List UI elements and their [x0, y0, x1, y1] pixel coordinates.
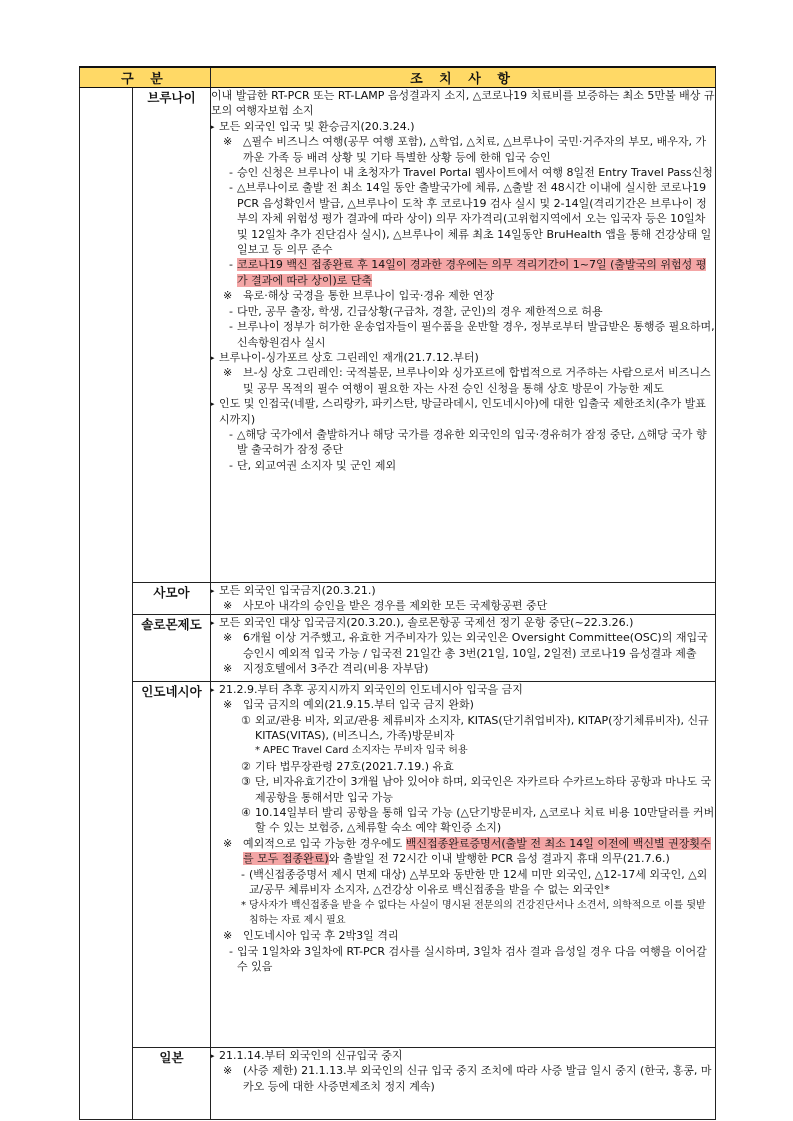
item-text: 육로·해상 국경을 통한 브루나이 입국·경유 제한 연장 — [243, 289, 495, 303]
item-text: △필수 비즈니스 여행(공무 여행 포함), △학업, △치료, △브루나이 국민·거주자의 부모, 배우자, 가까운 가족 등 배려 상황 및 기타 특별한 상황 등에 한해 입국 승인 — [243, 135, 707, 164]
item-marker: ④ — [241, 806, 251, 820]
measure-item — [211, 630, 715, 661]
item-marker: ※ — [223, 929, 233, 943]
item-text: 단, 비자유효기간이 3개월 남아 있어야 하며, 외국인은 자카르타 수카르노하타 공항과 마나도 국제공항을 통해서만 입국 가능 — [255, 775, 712, 804]
measures-cell — [211, 614, 716, 681]
measure-item — [211, 583, 715, 598]
measure-item — [211, 119, 715, 134]
item-marker: ▸ — [211, 1051, 215, 1060]
item-text: 지정호텔에서 3주간 격리(비용 자부담) — [243, 662, 429, 676]
header-category: 구 분 — [80, 67, 211, 88]
country-name: 솔로몬제도 — [133, 614, 211, 681]
measure-item — [211, 713, 715, 744]
item-text: 당사자가 백신접종을 받을 수 없다는 사실이 명시된 전문의의 건강진단서나 소견서, 의학적으로 이를 뒷받침하는 자료 제시 필요 — [249, 899, 706, 926]
measure-item — [211, 88, 715, 119]
measure-item — [211, 1063, 715, 1094]
item-marker: ▸ — [211, 353, 215, 362]
measure-item — [211, 1048, 715, 1063]
measures-table — [79, 66, 716, 1120]
item-marker: ※ — [223, 836, 233, 850]
item-text: 와 출발일 전 72시간 이내 발행한 PCR 음성 결과지 휴대 의무(21.7.6.) — [328, 852, 670, 866]
item-text: 기타 법무장관령 27호(2021.7.19.) 유효 — [255, 759, 454, 773]
measures-cell — [211, 583, 716, 615]
item-text: 외교/관용 비자, 외교/관용 체류비자 소지자, KITAS(단기취업비자), KITAP(장기체류비자), 신규 KITAS(VITAS), (비즈니스, 가족)방문비자 — [255, 713, 709, 743]
item-text: △해당 국가에서 출발하거나 해당 국가를 경유한 외국인의 입국·경유허가 잠정 중단, △해당 국가 향발 출국허가 잠정 중단 — [237, 427, 707, 457]
item-text: (사증 제한) 21.1.13.부 외국인의 신규 입국 중지 조치에 따라 사증 발급 일시 중지 (한국, 홍콩, 마카오 등에 대한 사증면제조치 정지 계속) — [243, 1064, 712, 1093]
country-name: 브루나이 — [133, 88, 211, 583]
measures-cell — [211, 88, 716, 583]
item-marker: - — [229, 166, 233, 180]
measure-item — [211, 458, 715, 473]
measure-item — [211, 134, 715, 165]
item-marker: ① — [241, 713, 251, 727]
table-header-row — [80, 67, 716, 88]
highlighted-text: 코로나19 백신 접종완료 후 14일이 경과한 경우에는 의무 격리기간이 1~7일 (출발국의 위험성 평가 결과에 따라 상이)로 단축 — [237, 258, 707, 287]
item-marker: - — [229, 181, 233, 195]
measure-item — [211, 928, 715, 943]
measure-item — [211, 365, 715, 396]
item-marker: ③ — [241, 775, 251, 789]
item-marker: - — [229, 304, 233, 318]
item-text: 6개월 이상 거주했고, 유효한 거주비자가 있는 외국인은 Oversight Committee(OSC)의 재입국 승인시 예외적 입국 가능 / 입국전 21일간 총 3번(21일, 10일, 2일전) 코로나19 음성결과 제출 — [243, 631, 708, 660]
item-text: 브루나이 정부가 허가한 운송업자들이 필수품을 운반할 경우, 정부로부터 발급받은 통행증 필요하며, 신속항원검사 실시 — [237, 320, 715, 349]
item-text: 모든 외국인 입국 및 환승금지(20.3.24.) — [219, 119, 415, 133]
country-name: 사모아 — [133, 583, 211, 615]
measure-item — [211, 396, 715, 427]
measure-item — [211, 288, 715, 303]
item-marker: - — [229, 944, 233, 958]
item-text: 입국 1일차와 3일차에 RT-PCR 검사를 실시하며, 3일차 검사 결과 음성일 경우 다음 여행을 이어갈 수 있음 — [237, 944, 707, 974]
item-marker: - — [229, 320, 233, 334]
measure-item — [211, 805, 715, 836]
highlighted-text: 백신접종완료증명서(출발 전 최소 14일 이전에 백신별 권장횟수를 모두 접종완료) — [243, 836, 711, 866]
item-marker: ※ — [223, 1064, 233, 1078]
item-marker: ▸ — [211, 685, 215, 694]
measures-cell — [211, 681, 716, 1047]
item-text: 21.2.9.부터 추후 공지시까지 외국인의 인도네시아 입국을 금지 — [219, 682, 523, 696]
item-text: (백신접종증명서 제시 면제 대상) △부모와 동반한 만 12세 미만 외국인, △12-17세 외국인, △외교/공무 체류비자 소지자, △건강상 이유로 백신접종을 받을 수 없는 외국인* — [249, 867, 708, 897]
item-text: 사모아 내각의 승인을 받은 경우를 제외한 모든 국제항공편 중단 — [243, 599, 548, 613]
measure-item — [211, 319, 715, 350]
item-marker: - — [229, 458, 233, 472]
item-text: 브루나이-싱가포르 상호 그린레인 재개(21.7.12.부터) — [219, 350, 479, 364]
measure-item — [211, 350, 715, 365]
item-marker: ※ — [223, 366, 233, 380]
country-row — [80, 681, 716, 1047]
item-marker: ② — [241, 759, 251, 773]
item-marker: * — [241, 899, 246, 911]
measure-item — [211, 944, 715, 975]
country-row — [80, 583, 716, 615]
item-text: 21.1.14.부터 외국인의 신규입국 중지 — [219, 1048, 403, 1062]
country-row — [80, 614, 716, 681]
item-text: 다만, 공무 출장, 학생, 긴급상황(구급차, 경찰, 군인)의 경우 제한적으로 허용 — [237, 304, 603, 318]
item-text: 입국 금지의 예외(21.9.15.부터 입국 금지 완화) — [243, 698, 474, 712]
item-marker: ※ — [223, 662, 233, 676]
measure-item — [211, 759, 715, 774]
item-text: △브루나이로 출발 전 최소 14일 동안 출발국가에 체류, △출발 전 48시간 이내에 실시한 코로나19 PCR 음성확인서 발급, △브루나이 도착 후 코로나19 검사 실시 및 2-14일(격리기간은 브루나이 정부의 자체 위험성 평가 결과에 따라 상이) 의무 자가격리(고위험지역에서 오는 입국자 등은 10일차 및 12일차 추가 진단검사 실시), △브루나이 체류 최초 14일동안 BruHealth 앱을 통해 건강상태 일일보고 등 의무 준수 — [237, 181, 712, 257]
item-text: 승인 신청은 브루나이 내 초청자가 Travel Portal 웹사이트에서 여행 8일전 Entry Travel Pass신청 — [237, 166, 713, 180]
item-text: 브-싱 상호 그린레인: 국적불문, 브루나이와 싱가포르에 합법적으로 거주하는 사람으로서 비즈니스 및 공무 목적의 필수 여행이 필요한 자는 사전 승인 신청을 통해 상호 방문이 가능한 제도 — [243, 366, 711, 395]
item-marker: ※ — [223, 135, 233, 149]
measure-item — [211, 661, 715, 676]
country-row — [80, 1047, 716, 1119]
country-name: 인도네시아 — [133, 681, 211, 1047]
item-text: 인도네시아 입국 후 2박3일 격리 — [243, 929, 399, 943]
measure-item — [211, 682, 715, 697]
measure-item — [211, 898, 715, 929]
item-marker: ▸ — [211, 400, 215, 409]
item-marker: ※ — [223, 631, 233, 645]
measure-item — [211, 867, 715, 898]
country-row — [80, 88, 716, 583]
item-marker: ▸ — [211, 122, 215, 131]
measure-item — [211, 257, 715, 288]
item-text: APEC Travel Card 소지자는 무비자 입국 허용 — [263, 745, 468, 757]
item-text: 예외적으로 입국 가능한 경우에도 — [243, 836, 406, 850]
measure-item — [211, 774, 715, 805]
measure-item — [211, 615, 715, 630]
item-marker: ▸ — [211, 618, 215, 627]
measure-item — [211, 304, 715, 319]
item-marker: ※ — [223, 599, 233, 613]
header-measures: 조 치 사 항 — [211, 67, 716, 88]
measures-cell — [211, 1047, 716, 1119]
item-text: 10.14일부터 발리 공항을 통해 입국 가능 (△단기방문비자, △코로나 치료 비용 10만달러를 커버할 수 있는 보험증, △체류할 숙소 예약 확인증 소지) — [255, 806, 715, 835]
item-text: 단, 외교여권 소지자 및 군인 제외 — [237, 458, 397, 472]
item-marker: - — [229, 427, 233, 441]
measure-item — [211, 427, 715, 458]
item-marker: ▸ — [211, 587, 215, 595]
item-marker: - — [241, 867, 245, 881]
item-marker: ※ — [223, 289, 233, 303]
measure-item — [211, 165, 715, 180]
country-name: 일본 — [133, 1047, 211, 1119]
item-text: 모든 외국인 대상 입국금지(20.3.20.), 솔로몬항공 국제선 정기 운항 중단(~22.3.26.) — [219, 615, 634, 629]
item-text: 인도 및 인접국(네팔, 스리랑카, 파키스탄, 방글라데시, 인도네시아)에 대한 입출국 제한조치(추가 발표 시까지) — [219, 397, 706, 426]
measure-item — [211, 836, 715, 867]
item-marker: - — [229, 258, 233, 272]
measure-item — [211, 598, 715, 613]
blank-category-column — [80, 88, 133, 1120]
item-text: 모든 외국인 입국금지(20.3.21.) — [219, 584, 376, 597]
item-marker: ※ — [223, 698, 233, 712]
item-marker: * — [255, 745, 260, 757]
item-text: 이내 발급한 RT-PCR 또는 RT-LAMP 음성결과지 소지, △코로나19 치료비를 보증하는 최소 5만불 배상 규모의 여행자보험 소지 — [211, 89, 715, 118]
measure-item — [211, 697, 715, 712]
measure-item — [211, 180, 715, 257]
measure-item — [211, 743, 715, 758]
